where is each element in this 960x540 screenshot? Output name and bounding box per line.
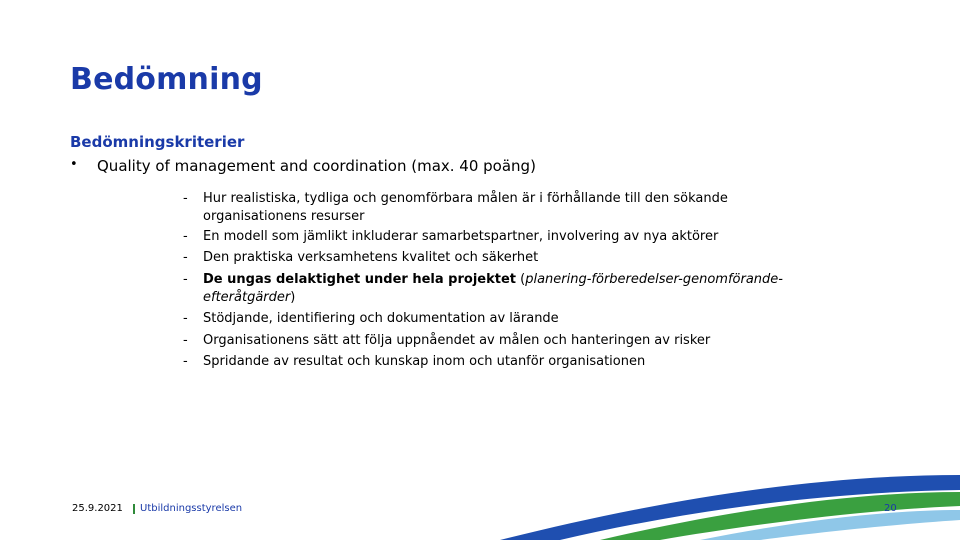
list-item-text: Hur realistiska, tydliga och genomförbara målen är i förhållande till den sökande organisationens resurser: [203, 191, 728, 224]
main-bullet-text: Quality of management and coordination (max. 40 poäng): [97, 157, 536, 175]
paren-open: (: [515, 272, 526, 287]
dash-marker: -: [183, 333, 188, 348]
slide-subtitle: Bedömningskriterier: [70, 133, 245, 151]
list-item-text: Den praktiska verksamhetens kvalitet och säkerhet: [203, 250, 539, 265]
emphasis-text: De ungas delaktighet under hela projektet: [203, 272, 516, 287]
dash-marker: -: [183, 191, 188, 206]
footer-separator: [133, 504, 135, 514]
bullet-marker: •: [70, 157, 78, 172]
italic-text: planering-förberedelser-genomförande-efteråtgärder: [203, 272, 783, 305]
list-item-text: Organisationens sätt att följa uppnåendet av målen och hanteringen av risker: [203, 333, 711, 348]
footer-organization: Utbildningsstyrelsen: [140, 503, 243, 514]
dash-marker: -: [183, 250, 188, 265]
list-item-text: Stödjande, identifiering och dokumentation av lärande: [203, 311, 559, 326]
dash-marker: -: [183, 311, 188, 326]
page-number: 20: [884, 503, 897, 514]
paren-close: ): [290, 290, 296, 305]
dash-marker: -: [183, 229, 188, 244]
list-item-text: En modell som jämlikt inkluderar samarbetspartner, involvering av nya aktörer: [203, 229, 719, 244]
dash-marker: -: [183, 272, 188, 287]
dash-marker: -: [183, 354, 188, 369]
slide-title: Bedömning: [70, 62, 263, 97]
footer-date: 25.9.2021: [72, 503, 123, 514]
list-item-text: Spridande av resultat och kunskap inom och utanför organisationen: [203, 354, 646, 369]
